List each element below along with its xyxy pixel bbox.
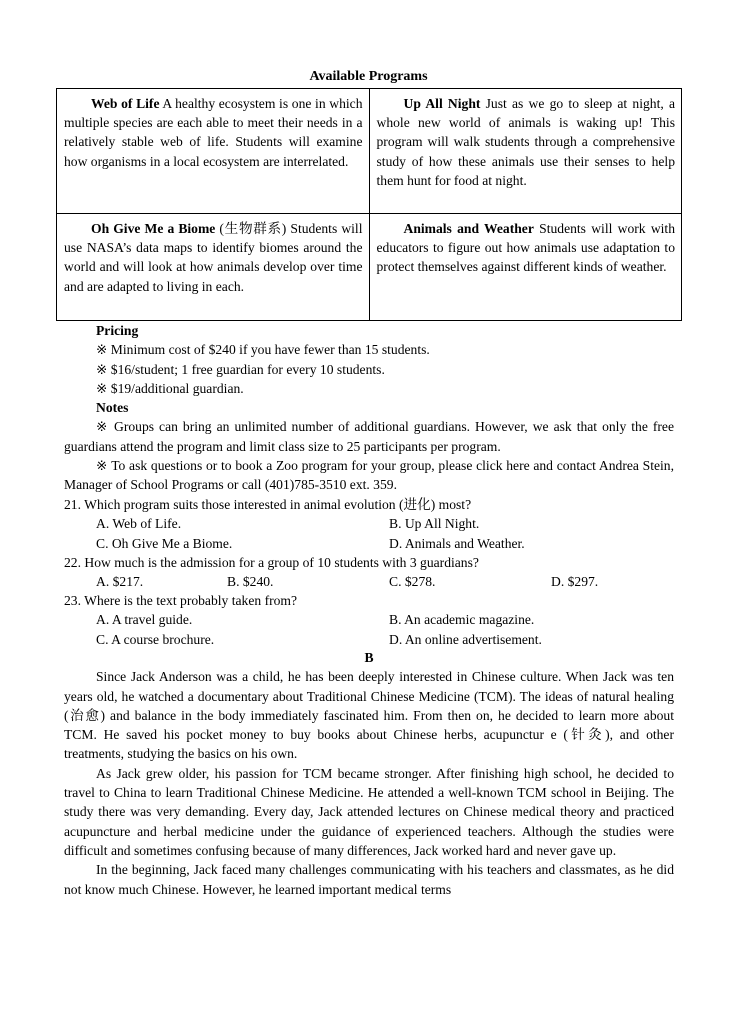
option-c: C. Oh Give Me a Biome. [96, 535, 233, 551]
program-name: Up All Night [403, 96, 481, 111]
question-23 [64, 591, 684, 649]
program-description: (生物群系) Students will use NASA’s data maps to identify biomes around the world and will look at how animals develop over time and are adapted to living in each. [64, 221, 363, 294]
option-d: D. An online advertisement. [389, 631, 542, 647]
program-name: Web of Life [91, 96, 160, 111]
question-stem: 21. Which program suits those interested in animal evolution (进化) most? [64, 497, 472, 512]
section-label: B [364, 650, 374, 665]
program-cell-animals-weather [369, 214, 682, 321]
option-a: A. A travel guide. [96, 612, 193, 628]
program-description: Just as we go to sleep at night, a whole new world of animals is waking up! This program will walk students through a comprehensive study of how these animals use their senses to help them hunt for food at night. [376, 96, 675, 188]
option-d: D. $297. [551, 574, 599, 590]
programs-title: Available Programs [309, 69, 428, 84]
passage-paragraph: As Jack grew older, his passion for TCM became stronger. After finishing high school, he decided to travel to China to learn Traditional Chinese Medicine. He attended a well-known TCM school in Beijing. The study there was very demanding. Every day, Jack attended lectures on Chinese medical theory and practiced acupuncture and herbal medicine under the guidance of experienced teachers. Although the studies were difficult and sometimes confusing because of many differences, Jack worked hard and never gave up. [64, 765, 674, 858]
option-b: B. Up All Night. [389, 516, 480, 532]
question-stem: 23. Where is the text probably taken from? [64, 593, 298, 608]
option-b: B. $240. [227, 574, 274, 590]
passage-paragraph: Since Jack Anderson was a child, he has been deeply interested in Chinese culture. When Jack was ten years old, he watched a documentary about Traditional Chinese Medicine (TCM). The ideas of natural healing (治愈) and balance in the body immediately fascinated him. From then on, he decided to learn more about TCM. He saved his pocket money to buy books about Chinese herbs, acupunctur e (针灸), and other treatments, studying the basics on his own. [64, 669, 674, 762]
pricing-item: ※ Minimum cost of $240 if you have fewer than 15 students. [96, 342, 430, 358]
program-description: Students will work with educators to figure out how animals use adaptation to protect themselves against different kinds of weather. [376, 221, 675, 275]
notes-item-contact: ※ To ask questions or to book a Zoo program for your group, please click here and contact Andrea Stein, Manager of School Programs or call (401)785-3510 ext. 359. [64, 458, 674, 493]
notes-item: ※ Groups can bring an unlimited number of additional guardians. However, we ask that only the free guardians attend the program and limit class size to 25 participants per program. [64, 419, 674, 454]
passage-paragraph: In the beginning, Jack faced many challenges communicating with his teachers and classmates, as he did not know much Chinese. However, he learned important medical terms [64, 862, 674, 897]
option-d: D. Animals and Weather. [389, 535, 525, 551]
option-b: B. An academic magazine. [389, 612, 535, 628]
program-cell-biome [57, 214, 370, 321]
question-22 [64, 553, 684, 592]
program-cell-up-all-night [369, 89, 682, 214]
question-stem: 22. How much is the admission for a group of 10 students with 3 guardians? [64, 555, 479, 570]
option-a: A. $217. [96, 574, 144, 590]
section-b [64, 648, 674, 899]
option-c: C. A course brochure. [96, 631, 215, 647]
programs-table [56, 88, 682, 321]
option-c: C. $278. [389, 574, 436, 590]
pricing-item: ※ $16/student; 1 free guardian for every 10 students. [96, 361, 385, 377]
program-description: A healthy ecosystem is one in which multiple species are each able to meet their needs in a relatively stable web of life. Students will examine how organisms in a local ecosystem are interrelated. [64, 96, 363, 169]
pricing-item: ※ $19/additional guardian. [96, 380, 244, 396]
program-name: Oh Give Me a Biome [91, 221, 216, 236]
program-cell-web-of-life [57, 89, 370, 214]
option-a: A. Web of Life. [96, 516, 182, 532]
question-21 [64, 495, 684, 553]
notes-heading: Notes [96, 400, 129, 416]
pricing-heading: Pricing [96, 323, 139, 338]
program-name: Animals and Weather [403, 221, 534, 236]
pricing-section [64, 321, 674, 495]
